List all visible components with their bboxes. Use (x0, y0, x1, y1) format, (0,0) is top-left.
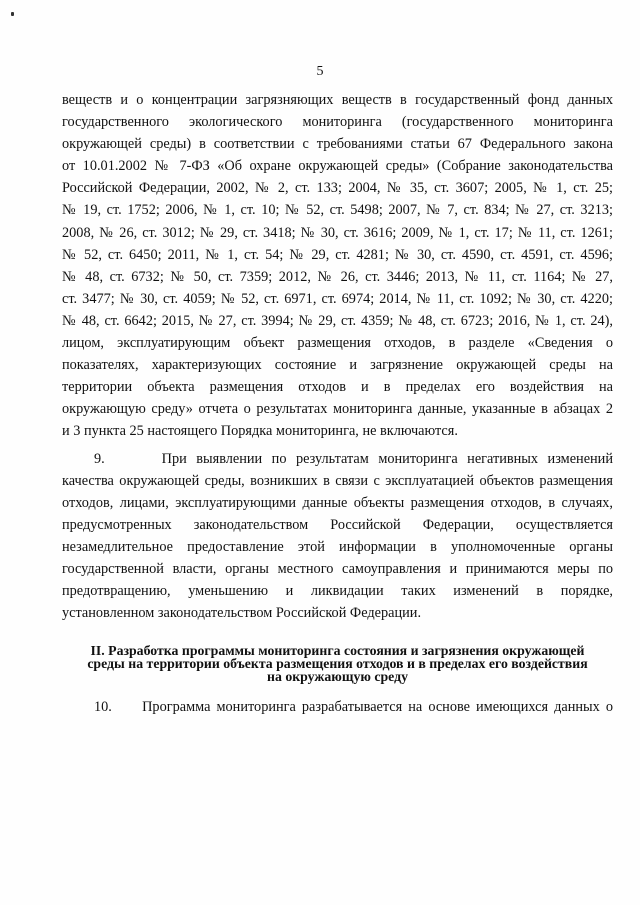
document-body (62, 89, 613, 718)
text-line: Российской Федерации, 2002, № 2, ст. 133; 2004, № 35, ст. 3607; 2005, № 1, ст. 25; (62, 180, 613, 197)
heading-line: на окружающую среду (267, 669, 408, 685)
text-line: и 3 пункта 25 настоящего Порядка мониторинга, не включаются. (62, 423, 458, 440)
text-line: от 10.01.2002 № 7-ФЗ «Об охране окружающей среды» (Собрание законодательства (62, 158, 613, 175)
text-line: 9. При выявлении по результатам мониторинга негативных изменений (94, 450, 613, 467)
text-line: № 52, ст. 6450; 2011, № 1, ст. 54; № 29, ст. 4281; № 30, ст. 4590, ст. 4591, ст. 4596; (62, 246, 613, 263)
text-line: предусмотренных законодательством Российской Федерации, осуществляется (62, 516, 613, 533)
text-line: лицом, эксплуатирующим объект размещения отходов, в разделе «Сведения о (62, 335, 613, 352)
text-line: отходов, лицами, эксплуатирующими данные объекты размещения отходов, в случаях, (62, 494, 613, 511)
paragraph-9 (62, 448, 613, 625)
text-line: № 48, ст. 6642; 2015, № 27, ст. 3994; № 29, ст. 4359; № 48, ст. 6723; 2016, № 1, ст. 24), (62, 312, 613, 329)
page-number: 5 (316, 64, 324, 79)
heading-line: II. Разработка программы мониторинга состояния и загрязнения окружающей (90, 643, 585, 659)
text-line: государственной власти, органы местного самоуправления и принимаются меры по (62, 560, 613, 577)
text-line: установленном законодательством Российской Федерации. (62, 605, 422, 622)
text-line: ст. 3477; № 30, ст. 4059; № 52, ст. 6971, ст. 6974; 2014, № 11, ст. 1092; № 30, ст. 4220; (62, 290, 613, 307)
text-line: веществ и о концентрации загрязняющих веществ в государственный фонд данных (62, 92, 613, 108)
paragraph-10 (62, 696, 613, 718)
section-heading (62, 644, 613, 683)
text-line: территории объекта размещения отходов и в пределах его воздействия на (62, 379, 613, 396)
scan-artifact (11, 12, 14, 16)
text-line: № 48, ст. 6732; № 50, ст. 7359; 2012, № 26, ст. 3446; 2013, № 11, ст. 1164; № 27, (62, 268, 613, 285)
text-line: государственного экологического мониторинга (государственного мониторинга (62, 114, 613, 131)
text-line: окружающей среды) в соответствии с требованиями статьи 67 Федерального закона (62, 136, 613, 153)
paragraph-continuation (62, 89, 613, 443)
text-line: 2008, № 26, ст. 3012; № 29, ст. 3418; № 30, ст. 3616; 2009, № 1, ст. 17; № 11, ст. 1261; (62, 224, 613, 241)
spacer (62, 683, 613, 696)
text-line: № 19, ст. 1752; 2006, № 1, ст. 10; № 52, ст. 5498; 2007, № 7, ст. 834; № 27, ст. 3213; (62, 202, 613, 219)
text-line: предотвращению, уменьшению и ликвидации таких изменений в порядке, (62, 583, 613, 600)
text-line: незамедлительное предоставление этой информации в уполномоченные органы (62, 538, 613, 555)
spacer (62, 624, 613, 644)
text-line: окружающую среду» отчета о результатах мониторинга данные, указанные в абзацах 2 (62, 401, 613, 418)
heading-line: среды на территории объекта размещения отходов и в пределах его воздействия (87, 656, 588, 672)
text-line: качества окружающей среды, возникших в связи с эксплуатацией объектов размещения (62, 472, 613, 489)
text-line: показателях, характеризующих состояние и загрязнение окружающей среды на (62, 357, 613, 374)
text-line: 10. Программа мониторинга разрабатывается на основе имеющихся данных о (94, 699, 613, 716)
